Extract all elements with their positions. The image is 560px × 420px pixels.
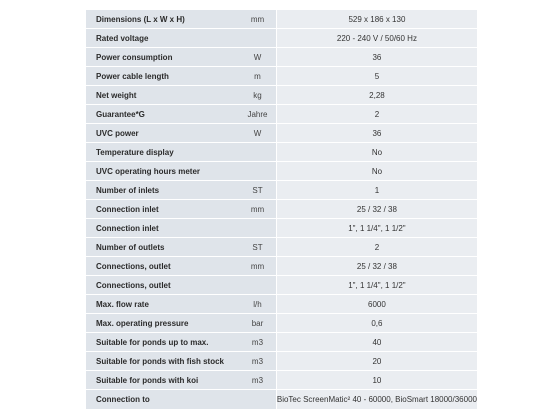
spec-label: Connections, outlet (86, 257, 239, 276)
spec-row-20 (86, 390, 477, 410)
spec-label: Connections, outlet (86, 276, 239, 295)
spec-row-5 (86, 105, 477, 124)
spec-unit (239, 162, 276, 181)
spec-value: 20 (276, 352, 477, 371)
spec-row-0 (86, 10, 477, 29)
spec-value: 36 (276, 124, 477, 143)
spec-label: Max. flow rate (86, 295, 239, 314)
spec-value: 36 (276, 48, 477, 67)
spec-value: No (276, 143, 477, 162)
spec-label: Suitable for ponds with fish stock (86, 352, 239, 371)
spec-unit: m3 (239, 333, 276, 352)
spec-value: 1", 1 1/4", 1 1/2" (276, 276, 477, 295)
spec-label: Suitable for ponds with koi (86, 371, 239, 390)
spec-row-10 (86, 200, 477, 219)
spec-value: 10 (276, 371, 477, 390)
spec-unit: kg (239, 86, 276, 105)
spec-unit: ST (239, 181, 276, 200)
spec-value: 2 (276, 238, 477, 257)
spec-unit: W (239, 48, 276, 67)
spec-value: 25 / 32 / 38 (276, 257, 477, 276)
spec-label: Power consumption (86, 48, 239, 67)
spec-label: Number of outlets (86, 238, 239, 257)
spec-row-11 (86, 219, 477, 238)
spec-row-6 (86, 124, 477, 143)
spec-label: Connection inlet (86, 200, 239, 219)
spec-value: BioTec ScreenMatic² 40 - 60000, BioSmart 18000/36000 (276, 390, 477, 410)
spec-label: Power cable length (86, 67, 239, 86)
spec-unit (239, 276, 276, 295)
spec-unit: m (239, 67, 276, 86)
spec-value: 220 - 240 V / 50/60 Hz (276, 29, 477, 48)
spec-label: Dimensions (L x W x H) (86, 10, 239, 29)
spec-unit (239, 390, 276, 410)
spec-row-7 (86, 143, 477, 162)
spec-unit (239, 219, 276, 238)
spec-value: 1", 1 1/4", 1 1/2" (276, 219, 477, 238)
spec-label: Connection to (86, 390, 239, 410)
spec-value: 5 (276, 67, 477, 86)
spec-value: 6000 (276, 295, 477, 314)
spec-unit: mm (239, 200, 276, 219)
spec-row-17 (86, 333, 477, 352)
spec-label: UVC power (86, 124, 239, 143)
spec-unit: l/h (239, 295, 276, 314)
spec-row-3 (86, 67, 477, 86)
spec-label: Max. operating pressure (86, 314, 239, 333)
spec-unit: mm (239, 257, 276, 276)
specifications-table (86, 10, 477, 410)
spec-label: Guarantee*G (86, 105, 239, 124)
spec-row-18 (86, 352, 477, 371)
spec-row-4 (86, 86, 477, 105)
spec-label: Number of inlets (86, 181, 239, 200)
spec-value: 0,6 (276, 314, 477, 333)
specifications-body (86, 10, 477, 410)
spec-value: 40 (276, 333, 477, 352)
spec-unit: m3 (239, 352, 276, 371)
spec-row-2 (86, 48, 477, 67)
spec-row-19 (86, 371, 477, 390)
spec-label: Net weight (86, 86, 239, 105)
spec-row-9 (86, 181, 477, 200)
spec-label: Connection inlet (86, 219, 239, 238)
spec-label: Temperature display (86, 143, 239, 162)
spec-row-15 (86, 295, 477, 314)
spec-unit: mm (239, 10, 276, 29)
spec-row-12 (86, 238, 477, 257)
spec-row-16 (86, 314, 477, 333)
spec-unit: Jahre (239, 105, 276, 124)
spec-value: 2,28 (276, 86, 477, 105)
spec-label: Rated voltage (86, 29, 239, 48)
spec-row-8 (86, 162, 477, 181)
spec-value: No (276, 162, 477, 181)
spec-value: 25 / 32 / 38 (276, 200, 477, 219)
spec-unit: bar (239, 314, 276, 333)
spec-label: Suitable for ponds up to max. (86, 333, 239, 352)
spec-label: UVC operating hours meter (86, 162, 239, 181)
spec-unit: W (239, 124, 276, 143)
spec-unit: m3 (239, 371, 276, 390)
spec-unit (239, 143, 276, 162)
spec-row-14 (86, 276, 477, 295)
spec-row-13 (86, 257, 477, 276)
spec-unit (239, 29, 276, 48)
spec-value: 2 (276, 105, 477, 124)
spec-value: 529 x 186 x 130 (276, 10, 477, 29)
spec-unit: ST (239, 238, 276, 257)
spec-value: 1 (276, 181, 477, 200)
spec-row-1 (86, 29, 477, 48)
